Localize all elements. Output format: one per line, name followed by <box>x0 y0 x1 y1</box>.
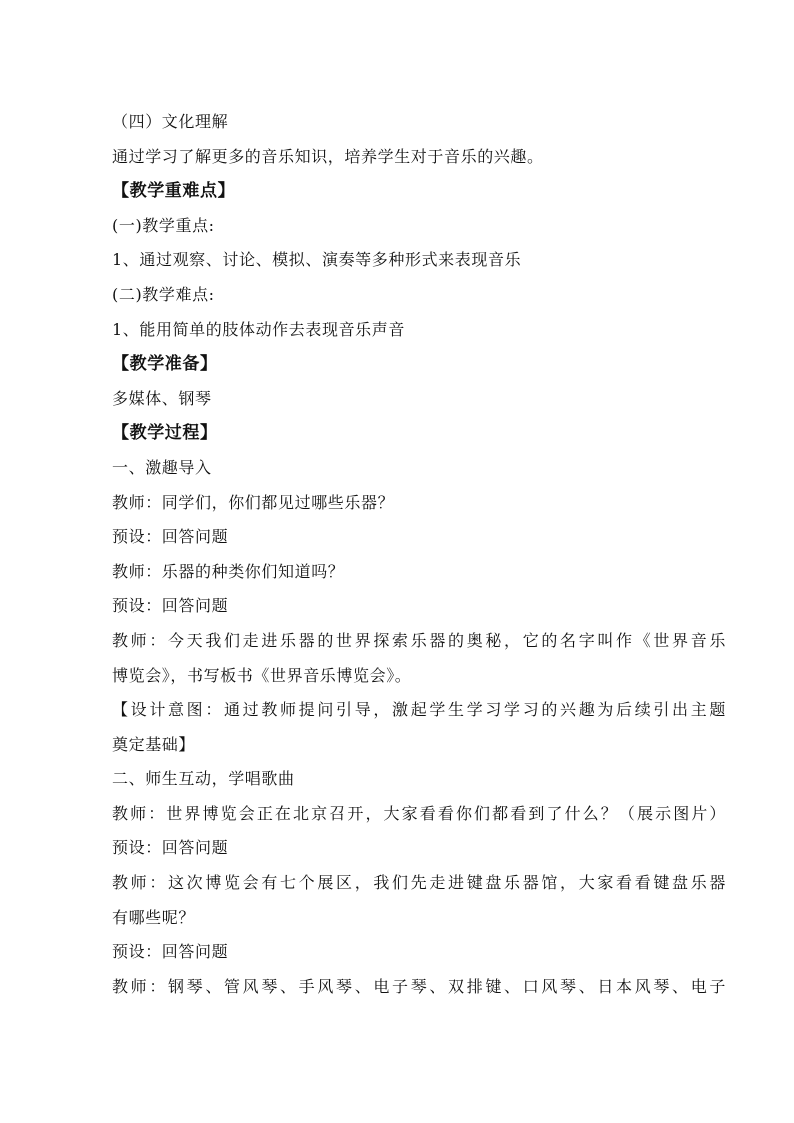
body-text: 通过学习了解更多的音乐知识，培养学生对于音乐的兴趣。 <box>112 146 544 166</box>
section-heading-process: 【教学过程】 <box>112 423 218 444</box>
dialogue-line: 教师：今天我们走进乐器的世界探索乐器的奥秘，它的名字叫作《世界音乐 <box>112 630 726 650</box>
subheading-interaction: 二、师生互动，学唱歌曲 <box>112 769 295 789</box>
subheading-key-points: (一)教学重点: <box>112 215 215 235</box>
section-heading-key-points: 【教学重难点】 <box>112 181 236 202</box>
dialogue-line: 预设：回答问题 <box>112 596 229 616</box>
list-item: 1、能用简单的肢体动作去表现音乐声音 <box>112 319 405 339</box>
section-heading-cultural-understanding: （四）文化理解 <box>112 112 229 131</box>
list-item: 1、通过观察、讨论、模拟、演奏等多种形式来表现音乐 <box>112 250 522 270</box>
document-body <box>112 106 726 1005</box>
design-intent-note: 【设计意图：通过教师提问引导，激起学生学习学习的兴趣为后续引出主题 <box>112 700 726 720</box>
dialogue-line-continued: 博览会》，书写板书《世界音乐博览会》。 <box>112 665 412 685</box>
dialogue-line: 教师：世界博览会正在北京召开，大家看看你们都看到了什么？（展示图片） <box>112 803 726 823</box>
subheading-introduction: 一、激趣导入 <box>112 457 212 477</box>
dialogue-line: 教师：乐器的种类你们知道吗？ <box>112 561 345 581</box>
section-heading-preparation: 【教学准备】 <box>112 354 218 375</box>
design-intent-note-continued: 奠定基础】 <box>112 734 196 754</box>
dialogue-line: 教师：这次博览会有七个展区，我们先走进键盘乐器馆，大家看看键盘乐器 <box>112 873 726 893</box>
dialogue-line: 预设：回答问题 <box>112 527 229 547</box>
body-text: 多媒体、钢琴 <box>112 388 212 408</box>
subheading-difficult-points: (二)教学难点: <box>112 284 215 304</box>
dialogue-line-continued: 有哪些呢？ <box>112 907 196 927</box>
dialogue-line: 教师：钢琴、管风琴、手风琴、电子琴、双排键、口风琴、日本风琴、电子 <box>112 976 726 996</box>
dialogue-line: 预设：回答问题 <box>112 942 229 962</box>
dialogue-line: 预设：回答问题 <box>112 838 229 858</box>
dialogue-line: 教师：同学们，你们都见过哪些乐器？ <box>112 492 395 512</box>
